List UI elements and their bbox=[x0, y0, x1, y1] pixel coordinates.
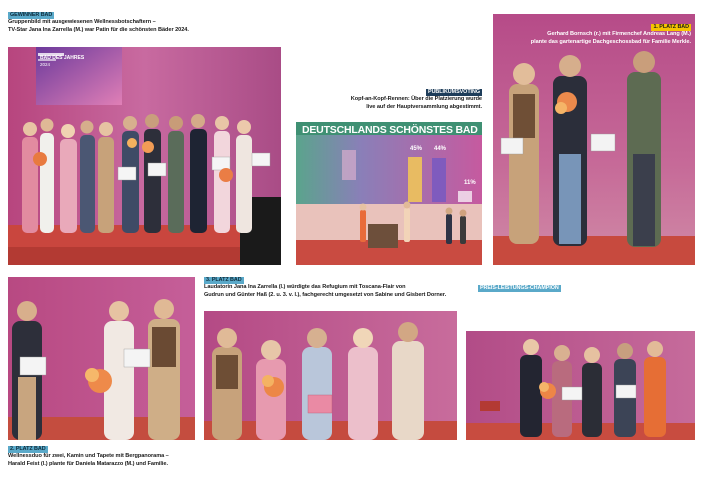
photo-second-place bbox=[8, 277, 195, 440]
caption-line: Laudatorin Jana Ina Zarrella (l.) würdigte das Refugium mit Toscana-Flair von bbox=[204, 284, 406, 291]
caption-line: Wellnessduo für zwei, Kamin und Tapete mit Bergpanorama – bbox=[8, 453, 169, 460]
caption-line: Gruppenbild mit ausgewiesenen Wellnessbotschaftern – bbox=[8, 19, 156, 26]
vote-pct-1: 45% bbox=[410, 146, 423, 152]
vote-pct-2: 44% bbox=[434, 146, 447, 152]
photo-price-champion bbox=[466, 331, 695, 440]
caption-line: von Doris Bandis (M.) und Andreas Lorenz (2. v. r.). Es gratulierten Laudatorin bbox=[478, 299, 681, 306]
caption-tag-audience: PUBLIKUMSVOTING bbox=[428, 89, 480, 95]
caption-line: Gerhard Bornsch (r.) mit Firmenchef Andreas Lang (M.) bbox=[547, 31, 691, 38]
caption-line: TV-Star Jana Ina Zarrella (M.) war Patin für die schönsten Bäder 2024. bbox=[8, 26, 189, 33]
caption-price bbox=[478, 285, 681, 315]
vote-bar bbox=[432, 158, 446, 202]
vote-bar bbox=[458, 191, 472, 202]
caption-third bbox=[204, 277, 446, 299]
vote-pct-3: 11% bbox=[464, 180, 476, 186]
caption-line: Gudrun und Günter Haß (2. u. 3. v. l.), fachgerecht umgesetzt von Sabine und Gisbert Dorner. bbox=[204, 291, 447, 298]
caption-line: Mirja Boes (l.) und Moderatorin Katrin Müller-Hohenstein (r.). bbox=[478, 307, 636, 314]
stage-screen-title: BAD DES JAHRES bbox=[40, 55, 85, 61]
caption-tag-winner: GEWINNER BAD bbox=[10, 12, 53, 18]
caption-first bbox=[531, 24, 691, 46]
photo-first-place bbox=[493, 14, 695, 265]
caption-winner bbox=[8, 12, 189, 34]
photo-group-winners bbox=[8, 47, 281, 265]
caption-tag-third: 3. PLATZ BAD bbox=[206, 277, 242, 283]
caption-line: Kopf-an-Kopf-Rennen: Über die Platzierung wurde bbox=[350, 96, 482, 103]
caption-line: Stefanie Fiebler (2. v. l.) kam dank Eigenleistung zu ihrem Traumbad, realisiert bbox=[478, 292, 681, 299]
caption-line: Harald Feist (l.) plante für Daniela Matarazzo (M.) und Familie. bbox=[8, 460, 168, 467]
caption-tag-price: PREIS-LEISTUNGS-CHAMPION bbox=[480, 285, 559, 291]
stage-screen-sub: 2024 bbox=[40, 62, 51, 67]
photo-third-place bbox=[204, 311, 457, 440]
vote-bar bbox=[408, 157, 422, 202]
caption-line: live auf der Hauptversammlung abgestimmt. bbox=[366, 103, 482, 110]
caption-tag-second: 2. PLATZ BAD bbox=[10, 446, 46, 452]
caption-tag-first: 1. PLATZ BAD bbox=[653, 24, 689, 30]
photo-audience-voting bbox=[296, 122, 482, 265]
caption-second bbox=[8, 446, 169, 468]
screen-title: DEUTSCHLANDS SCHÖNSTES BAD bbox=[302, 124, 478, 136]
caption-audience bbox=[351, 89, 482, 111]
caption-line: plante das gartenartige Dachgeschossbad für Familie Merkle. bbox=[530, 38, 691, 45]
